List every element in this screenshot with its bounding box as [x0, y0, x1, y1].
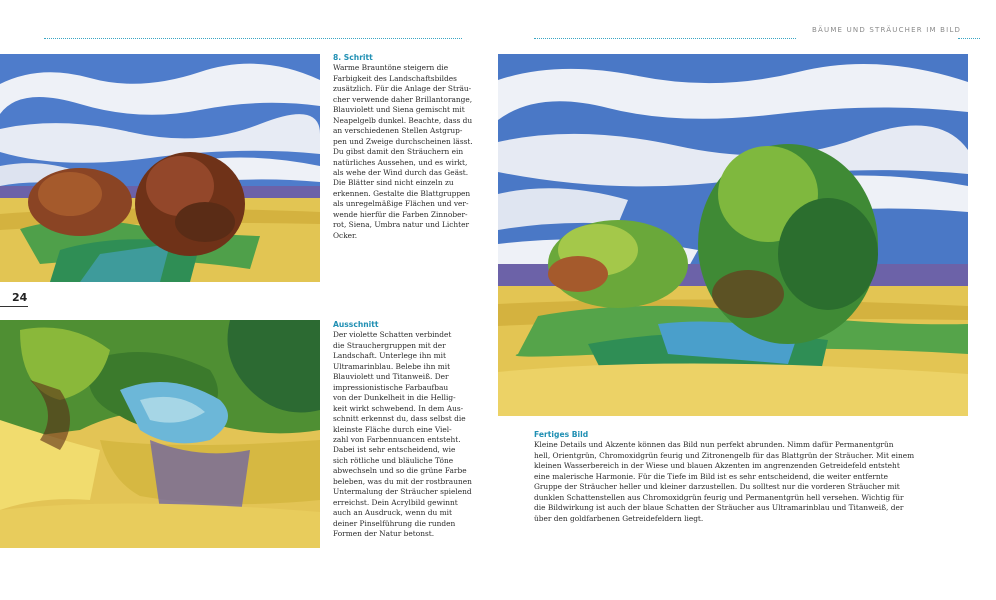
painting-step8-image: [0, 54, 320, 282]
running-header: BÄUME UND STRÄUCHER IM BILD: [812, 26, 962, 34]
top-rule-right-end: [958, 38, 980, 39]
top-rule-right: [534, 38, 796, 39]
step8-body: Warme Brauntöne steigern die Farbigkeit des Landschaftsbildes zusätzlich. Für die Anlage der Sträu- cher verwende daher Brillantorange, Blauviolett und Siena gemischt mit Neapelgelb dunkel. Beachte, dass du an verschiedenen Stellen Astgrup- pen und Zweige durchscheinen lässt. Du gibst damit den Sträuchern ein natürliches Aussehen, und es wirkt, als wehe der Wind durch das Geäst. Die Blätter sind nicht einzeln zu erkennen. Gestalte die Blattgruppen als unregelmäßige Flächen und ver- wende hierfür die Farben Zinnober- rot, Siena, Umbra natur und Lichter Ocker.: [333, 63, 473, 240]
painting-detail-image: [0, 320, 320, 548]
top-rule-left: [44, 38, 462, 39]
step8-heading: 8. Schritt: [333, 53, 373, 62]
page-number: 24: [12, 291, 28, 304]
detail-text: [333, 320, 483, 540]
painting-final-image: [498, 54, 968, 416]
final-body: Kleine Details und Akzente können das Bild nun perfekt abrunden. Nimm dafür Permanentgrün hell, Orientgrün, Chromoxidgrün feurig und Zitronengelb für das Blattgrün der Sträucher. Mit einem kleinen Wasserbereich in der Wiese und blauen Akzenten im angrenzenden Getreidefeld entsteht eine malerische Harmonie. Für die Tiefe im Bild ist es sehr entscheidend, die weiter entfernte Gruppe der Sträucher heller und kleiner darzustellen. Du solltest nur die vorderen Sträucher mit dunklen Schattenstellen aus Chromoxidgrün feurig und Permanentgrün hell versehen. Wichtig für die Bildwirkung ist auch der blaue Schatten der Sträucher aus Ultramarinblau und Titanweiß, der über den goldfarbenen Getreidefeldern liegt.: [534, 440, 915, 523]
final-heading: Fertiges Bild: [534, 430, 589, 439]
page-number-rule: [0, 306, 28, 307]
detail-heading: Ausschnitt: [333, 320, 379, 329]
final-text: [534, 430, 974, 524]
step8-text: [333, 53, 483, 241]
detail-body: Der violette Schatten verbindet die Strauchergruppen mit der Landschaft. Unterlege ihn mit Ultramarinblau. Belebe ihn mit Blauviolett und Titanweiß. Der impressionistische Farbaufbau von der Dunkelheit in die Hellig- keit wirkt schwebend. In dem Aus- schnitt erkennst du, dass selbst die kleinste Fläche durch eine Viel- zahl von Farbennuancen entsteht. Dabei ist sehr entscheidend, wie sich rötliche und bläuliche Töne abwechseln und so die grüne Farbe beleben, was du mit der rostbraunen Untermalung der Sträucher spielend erreichst. Dein Acrylbild gewinnt auch an Ausdruck, wenn du mit deiner Pinselführung die runden Formen der Natur betonst.: [333, 330, 472, 539]
